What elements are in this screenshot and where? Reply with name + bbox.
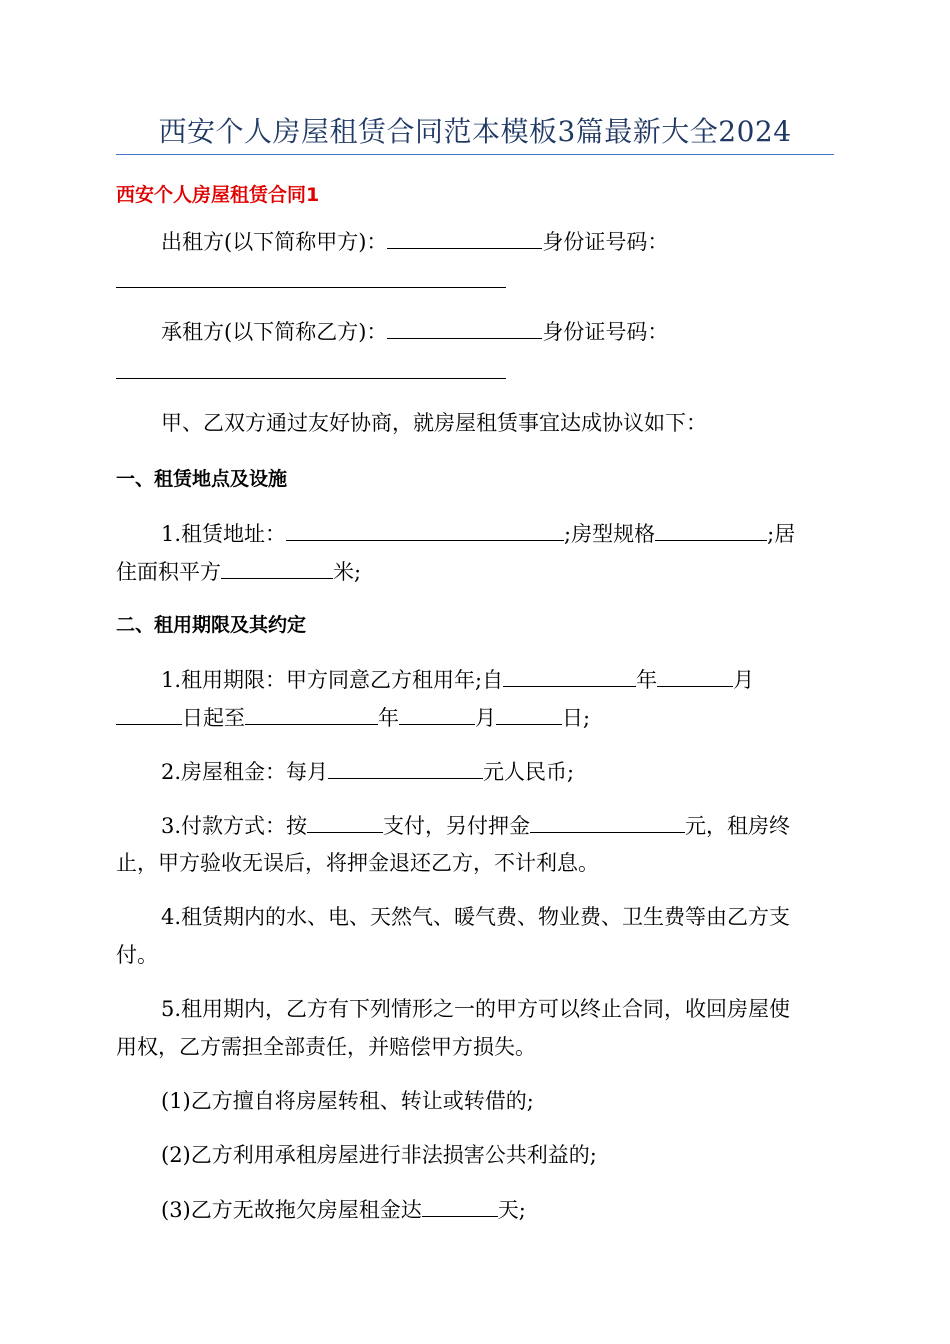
deposit-unit: 元，租房终 — [685, 814, 791, 838]
party-a-label: 出租方(以下简称甲方)： — [161, 230, 388, 254]
area-label-start: ;居 — [767, 522, 796, 546]
rent-unit: 元人民币; — [483, 760, 575, 784]
area-line — [116, 556, 834, 587]
area-unit: 米; — [333, 560, 362, 584]
term-to-year-blank — [245, 702, 378, 725]
condition-3-label: (3)乙方无故拖欠房屋租金达 — [161, 1198, 422, 1222]
document-title: 西安个人房屋租赁合同范本模板3篇最新大全2024 — [158, 115, 792, 148]
address-blank — [286, 518, 564, 541]
party-a-id-label: 身份证号码： — [542, 230, 669, 254]
term-day-from-label: 日起至 — [182, 706, 245, 730]
term-from-month-blank — [657, 664, 733, 687]
term-to-month-label: 月 — [475, 706, 496, 730]
title-underline — [116, 154, 834, 155]
intro-paragraph: 甲、乙双方通过友好协商，就房屋租赁事宜达成协议如下： — [161, 411, 707, 435]
term-label: 1.租用期限：甲方同意乙方租用年;自 — [161, 668, 504, 692]
term-to-day-blank — [496, 702, 562, 725]
termination-line-2: 用权，乙方需担全部责任，并赔偿甲方损失。 — [116, 1035, 536, 1059]
party-b-id-label: 身份证号码： — [542, 320, 669, 344]
termination-line-1: 5.租用期内，乙方有下列情形之一的甲方可以终止合同，收回房屋使 — [161, 997, 791, 1021]
party-a-line — [161, 226, 879, 257]
term-line-2 — [116, 702, 834, 733]
rent-label: 2.房屋租金：每月 — [161, 760, 329, 784]
party-b-id-blank — [116, 378, 506, 379]
contract-heading: 西安个人房屋租赁合同1 — [116, 184, 320, 206]
party-a-id-blank — [116, 287, 506, 288]
term-from-year-blank — [503, 664, 636, 687]
address-line — [161, 518, 879, 549]
condition-3-unit: 天; — [497, 1198, 526, 1222]
rent-line — [161, 756, 879, 787]
room-type-label: ;房型规格 — [564, 522, 656, 546]
term-year-label: 年 — [636, 668, 658, 692]
term-to-month-blank — [399, 702, 475, 725]
party-b-line — [161, 316, 879, 347]
condition-3 — [161, 1194, 879, 1225]
party-a-name-blank — [387, 226, 542, 249]
party-b-name-blank — [387, 316, 542, 339]
room-type-blank — [655, 518, 767, 541]
payment-line-2: 止，甲方验收无误后，将押金退还乙方，不计利息。 — [116, 851, 599, 875]
term-line-1 — [161, 664, 879, 695]
payment-label: 3.付款方式：按 — [161, 814, 308, 838]
section-2-heading: 二、租用期限及其约定 — [116, 614, 307, 636]
deposit-blank — [530, 810, 685, 833]
party-b-label: 承租方(以下简称乙方)： — [161, 320, 388, 344]
fees-line-1: 4.租赁期内的水、电、天然气、暖气费、物业费、卫生费等由乙方支 — [161, 905, 791, 929]
condition-1: (1)乙方擅自将房屋转租、转让或转借的; — [161, 1089, 534, 1113]
condition-2: (2)乙方利用承租房屋进行非法损害公共利益的; — [161, 1143, 597, 1167]
fees-line-2: 付。 — [116, 943, 158, 967]
term-to-year-label: 年 — [378, 706, 399, 730]
area-blank — [221, 556, 333, 579]
address-label: 1.租赁地址： — [161, 522, 287, 546]
section-1-heading: 一、租赁地点及设施 — [116, 468, 288, 490]
area-label: 住面积平方 — [116, 560, 221, 584]
overdue-days-blank — [422, 1194, 498, 1217]
payment-method-blank — [307, 810, 383, 833]
rent-blank — [328, 756, 483, 779]
term-to-day-label: 日; — [562, 706, 591, 730]
term-month-label: 月 — [733, 668, 755, 692]
deposit-label: 支付，另付押金 — [383, 814, 531, 838]
term-from-day-blank — [116, 702, 182, 725]
payment-line-1 — [161, 810, 879, 841]
